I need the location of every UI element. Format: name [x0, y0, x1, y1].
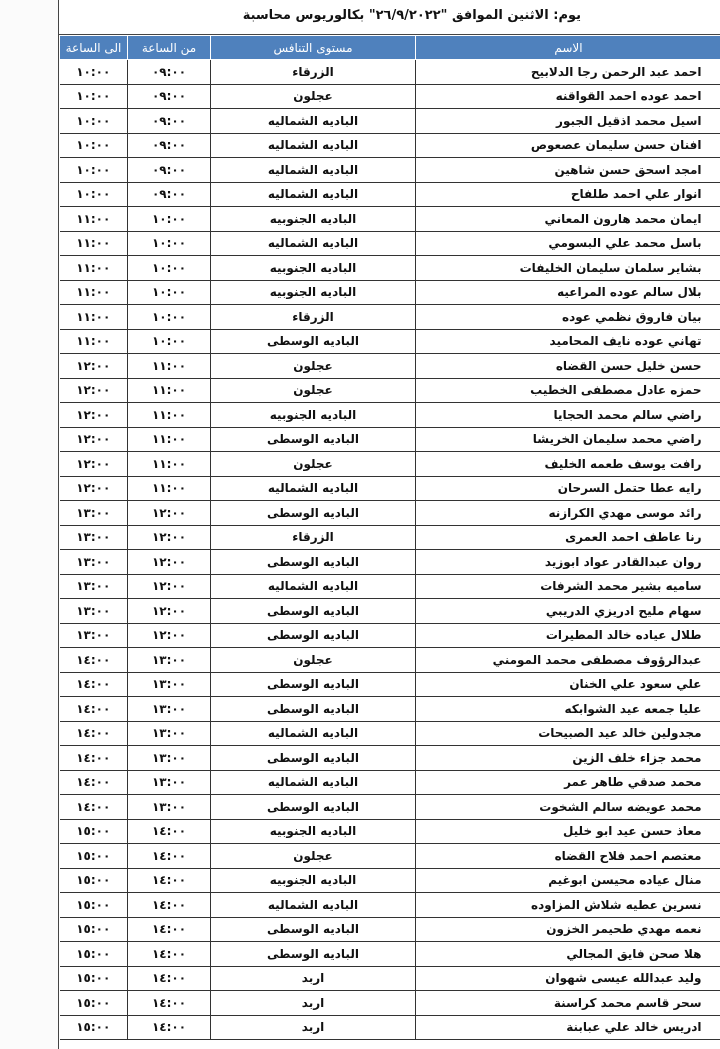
name-cell: تهاني عوده نايف المحاميد	[416, 329, 720, 354]
to-time-cell: ١٣:٠٠	[60, 550, 128, 575]
from-time-cell: ١٢:٠٠	[128, 574, 211, 599]
from-time-cell: ١٢:٠٠	[128, 501, 211, 526]
from-time-cell: ١٤:٠٠	[128, 942, 211, 967]
level-cell: عجلون	[211, 378, 416, 403]
to-time-cell: ١٣:٠٠	[60, 501, 128, 526]
level-cell: الباديه الوسطى	[211, 623, 416, 648]
level-cell: الزرقاء	[211, 60, 416, 85]
name-cell: احمد عبد الرحمن رجا الدلابيح	[416, 60, 720, 85]
from-time-cell: ١٤:٠٠	[128, 844, 211, 869]
table-row	[60, 452, 720, 477]
to-time-cell: ١٢:٠٠	[60, 452, 128, 477]
level-cell: الباديه الشماليه	[211, 182, 416, 207]
from-time-cell: ٠٩:٠٠	[128, 133, 211, 158]
to-time-cell: ١٤:٠٠	[60, 648, 128, 673]
level-cell: الباديه الجنوبيه	[211, 280, 416, 305]
from-time-cell: ٠٩:٠٠	[128, 158, 211, 183]
from-time-cell: ١٤:٠٠	[128, 966, 211, 991]
to-time-cell: ١١:٠٠	[60, 207, 128, 232]
table-row	[60, 476, 720, 501]
name-cell: عبدالرؤوف مصطفى محمد المومني	[416, 648, 720, 673]
to-time-cell: ١٢:٠٠	[60, 378, 128, 403]
to-time-cell: ١١:٠٠	[60, 329, 128, 354]
from-time-cell: ٠٩:٠٠	[128, 109, 211, 134]
table-row	[60, 623, 720, 648]
name-cell: حسن خليل حسن القضاه	[416, 354, 720, 379]
name-cell: منال عياده محيسن ابوغيم	[416, 868, 720, 893]
name-cell: روان عبدالقادر عواد ابوزيد	[416, 550, 720, 575]
from-time-cell: ١٣:٠٠	[128, 697, 211, 722]
level-cell: الباديه الشماليه	[211, 476, 416, 501]
to-time-cell: ١٥:٠٠	[60, 1015, 128, 1040]
to-time-cell: ١١:٠٠	[60, 305, 128, 330]
from-time-cell: ٠٩:٠٠	[128, 182, 211, 207]
from-time-cell: ١٣:٠٠	[128, 746, 211, 771]
to-time-cell: ١١:٠٠	[60, 231, 128, 256]
to-time-cell: ١٠:٠٠	[60, 84, 128, 109]
table-row	[60, 378, 720, 403]
level-cell: اربد	[211, 966, 416, 991]
name-cell: وليد عبدالله عيسى شهوان	[416, 966, 720, 991]
table-row	[60, 1015, 720, 1040]
name-cell: ادريس خالد علي عبابنة	[416, 1015, 720, 1040]
from-time-cell: ١٢:٠٠	[128, 623, 211, 648]
name-cell: معتصم احمد فلاح القضاه	[416, 844, 720, 869]
table-body	[60, 60, 720, 1040]
name-cell: رافت يوسف طعمه الخليف	[416, 452, 720, 477]
from-time-cell: ١٠:٠٠	[128, 329, 211, 354]
level-cell: الباديه الشماليه	[211, 574, 416, 599]
from-time-cell: ١٠:٠٠	[128, 305, 211, 330]
to-time-cell: ١٣:٠٠	[60, 623, 128, 648]
name-cell: رنا عاطف احمد العمرى	[416, 525, 720, 550]
from-time-cell: ١٤:٠٠	[128, 917, 211, 942]
to-time-cell: ١١:٠٠	[60, 280, 128, 305]
from-time-cell: ١٠:٠٠	[128, 256, 211, 281]
from-time-cell: ١٤:٠٠	[128, 868, 211, 893]
level-cell: الباديه الجنوبيه	[211, 207, 416, 232]
level-cell: الباديه الجنوبيه	[211, 403, 416, 428]
name-cell: باسل محمد علي البسومي	[416, 231, 720, 256]
from-time-cell: ١٣:٠٠	[128, 672, 211, 697]
name-cell: امجد اسحق حسن شاهين	[416, 158, 720, 183]
name-cell: مجدولين خالد عيد الصبيحات	[416, 721, 720, 746]
to-time-cell: ١٢:٠٠	[60, 427, 128, 452]
from-time-cell: ١٢:٠٠	[128, 550, 211, 575]
from-time-cell: ١١:٠٠	[128, 403, 211, 428]
table-row	[60, 207, 720, 232]
from-time-cell: ١١:٠٠	[128, 427, 211, 452]
to-time-cell: ١٤:٠٠	[60, 697, 128, 722]
name-cell: ايمان محمد هارون المعاني	[416, 207, 720, 232]
level-cell: الباديه الوسطى	[211, 329, 416, 354]
name-cell: سهام مليح ادريزي الدريبي	[416, 599, 720, 624]
level-cell: الباديه الوسطى	[211, 550, 416, 575]
table-row	[60, 60, 720, 85]
level-cell: اربد	[211, 991, 416, 1016]
name-cell: علي سعود علي الخنان	[416, 672, 720, 697]
table-row	[60, 648, 720, 673]
column-header-name: الاسم	[416, 36, 720, 60]
header-row	[60, 36, 720, 60]
to-time-cell: ١٢:٠٠	[60, 476, 128, 501]
table-row	[60, 354, 720, 379]
table-row	[60, 697, 720, 722]
from-time-cell: ١١:٠٠	[128, 354, 211, 379]
from-time-cell: ١٤:٠٠	[128, 893, 211, 918]
table-row	[60, 84, 720, 109]
to-time-cell: ١٤:٠٠	[60, 795, 128, 820]
table-row	[60, 550, 720, 575]
level-cell: الباديه الجنوبيه	[211, 868, 416, 893]
name-cell: راضي محمد سليمان الخريشا	[416, 427, 720, 452]
level-cell: الباديه الشماليه	[211, 109, 416, 134]
from-time-cell: ١٢:٠٠	[128, 599, 211, 624]
table-row	[60, 917, 720, 942]
from-time-cell: ١٠:٠٠	[128, 280, 211, 305]
level-cell: الباديه الشماليه	[211, 158, 416, 183]
level-cell: الباديه الشماليه	[211, 231, 416, 256]
table-row	[60, 893, 720, 918]
to-time-cell: ١٠:٠٠	[60, 182, 128, 207]
level-cell: الزرقاء	[211, 525, 416, 550]
column-header-to: الى الساعة	[60, 36, 128, 60]
table-row	[60, 403, 720, 428]
to-time-cell: ١١:٠٠	[60, 256, 128, 281]
to-time-cell: ١٠:٠٠	[60, 158, 128, 183]
table-row	[60, 819, 720, 844]
name-cell: حمزه عادل مصطفى الخطيب	[416, 378, 720, 403]
from-time-cell: ١٤:٠٠	[128, 1015, 211, 1040]
name-cell: هلا صحن فايق المجالي	[416, 942, 720, 967]
level-cell: الباديه الوسطى	[211, 427, 416, 452]
level-cell: الباديه الشماليه	[211, 133, 416, 158]
name-cell: محمد صدقي طاهر عمر	[416, 770, 720, 795]
level-cell: الباديه الوسطى	[211, 795, 416, 820]
name-cell: معاذ حسن عيد ابو خليل	[416, 819, 720, 844]
schedule-title: يوم: الاثنين الموافق "٢٦/٩/٢٠٢٢" بكالوريوس محاسبة	[242, 8, 581, 23]
from-time-cell: ١٢:٠٠	[128, 525, 211, 550]
table-row	[60, 672, 720, 697]
name-cell: نعمه مهدي طحيمر الخزون	[416, 917, 720, 942]
table-row	[60, 746, 720, 771]
from-time-cell: ١١:٠٠	[128, 476, 211, 501]
to-time-cell: ١٥:٠٠	[60, 893, 128, 918]
from-time-cell: ٠٩:٠٠	[128, 84, 211, 109]
to-time-cell: ١٣:٠٠	[60, 525, 128, 550]
table-row	[60, 231, 720, 256]
exam-schedule-sheet	[58, 0, 720, 1049]
level-cell: الباديه الوسطى	[211, 672, 416, 697]
table-row	[60, 133, 720, 158]
from-time-cell: ١٣:٠٠	[128, 795, 211, 820]
from-time-cell: ١٠:٠٠	[128, 207, 211, 232]
name-cell: طلال عياده خالد المطيرات	[416, 623, 720, 648]
to-time-cell: ١٥:٠٠	[60, 991, 128, 1016]
table-row	[60, 280, 720, 305]
table-row	[60, 942, 720, 967]
table-row	[60, 182, 720, 207]
schedule-table	[59, 35, 720, 1040]
name-cell: رائد موسى مهدي الكرازنه	[416, 501, 720, 526]
name-cell: محمد عويضه سالم الشخوت	[416, 795, 720, 820]
from-time-cell: ١٣:٠٠	[128, 648, 211, 673]
name-cell: اسيل محمد اذقيل الجبور	[416, 109, 720, 134]
to-time-cell: ١٢:٠٠	[60, 354, 128, 379]
from-time-cell: ١٠:٠٠	[128, 231, 211, 256]
to-time-cell: ١٠:٠٠	[60, 109, 128, 134]
table-row	[60, 599, 720, 624]
level-cell: الباديه الوسطى	[211, 599, 416, 624]
to-time-cell: ١٣:٠٠	[60, 574, 128, 599]
column-header-level: مستوى التنافس	[211, 36, 416, 60]
table-row	[60, 158, 720, 183]
from-time-cell: ٠٩:٠٠	[128, 60, 211, 85]
name-cell: عليا جمعه عيد الشوابكه	[416, 697, 720, 722]
level-cell: عجلون	[211, 84, 416, 109]
level-cell: الزرقاء	[211, 305, 416, 330]
from-time-cell: ١٤:٠٠	[128, 991, 211, 1016]
table-row	[60, 795, 720, 820]
level-cell: الباديه الوسطى	[211, 501, 416, 526]
table-row	[60, 329, 720, 354]
from-time-cell: ١١:٠٠	[128, 452, 211, 477]
table-row	[60, 868, 720, 893]
to-time-cell: ١٣:٠٠	[60, 599, 128, 624]
name-cell: بلال سالم عوده المراعيه	[416, 280, 720, 305]
column-header-from: من الساعة	[128, 36, 211, 60]
table-row	[60, 770, 720, 795]
table-row	[60, 574, 720, 599]
level-cell: الباديه الجنوبيه	[211, 819, 416, 844]
to-time-cell: ١٥:٠٠	[60, 844, 128, 869]
to-time-cell: ١٠:٠٠	[60, 133, 128, 158]
name-cell: افنان حسن سليمان عصعوص	[416, 133, 720, 158]
table-row	[60, 427, 720, 452]
name-cell: انوار علي احمد طلفاح	[416, 182, 720, 207]
name-cell: رايه عطا حتمل السرحان	[416, 476, 720, 501]
name-cell: بيان فاروق نظمي عوده	[416, 305, 720, 330]
to-time-cell: ١٥:٠٠	[60, 942, 128, 967]
level-cell: عجلون	[211, 354, 416, 379]
level-cell: عجلون	[211, 844, 416, 869]
table-row	[60, 109, 720, 134]
name-cell: سحر قاسم محمد كراسنة	[416, 991, 720, 1016]
from-time-cell: ١١:٠٠	[128, 378, 211, 403]
to-time-cell: ١٥:٠٠	[60, 868, 128, 893]
level-cell: الباديه الجنوبيه	[211, 256, 416, 281]
name-cell: احمد عوده احمد القواقنه	[416, 84, 720, 109]
from-time-cell: ١٣:٠٠	[128, 721, 211, 746]
level-cell: الباديه الشماليه	[211, 893, 416, 918]
level-cell: عجلون	[211, 452, 416, 477]
level-cell: الباديه الشماليه	[211, 721, 416, 746]
table-row	[60, 844, 720, 869]
from-time-cell: ١٤:٠٠	[128, 819, 211, 844]
table-row	[60, 501, 720, 526]
name-cell: ساميه بشير محمد الشرفات	[416, 574, 720, 599]
table-row	[60, 721, 720, 746]
to-time-cell: ١٤:٠٠	[60, 746, 128, 771]
level-cell: اربد	[211, 1015, 416, 1040]
to-time-cell: ١٤:٠٠	[60, 721, 128, 746]
to-time-cell: ١٥:٠٠	[60, 966, 128, 991]
to-time-cell: ١٠:٠٠	[60, 60, 128, 85]
to-time-cell: ١٥:٠٠	[60, 917, 128, 942]
name-cell: بشاير سلمان سليمان الخليفات	[416, 256, 720, 281]
to-time-cell: ١٤:٠٠	[60, 672, 128, 697]
from-time-cell: ١٣:٠٠	[128, 770, 211, 795]
to-time-cell: ١٥:٠٠	[60, 819, 128, 844]
title-row	[59, 0, 720, 35]
name-cell: نسرين عطيه شلاش المزاوده	[416, 893, 720, 918]
level-cell: الباديه الوسطى	[211, 917, 416, 942]
table-row	[60, 256, 720, 281]
table-row	[60, 991, 720, 1016]
level-cell: الباديه الوسطى	[211, 697, 416, 722]
table-row	[60, 966, 720, 991]
level-cell: الباديه الوسطى	[211, 942, 416, 967]
name-cell: محمد جزاء خلف الزين	[416, 746, 720, 771]
name-cell: راضي سالم محمد الحجايا	[416, 403, 720, 428]
level-cell: الباديه الوسطى	[211, 746, 416, 771]
table-row	[60, 305, 720, 330]
table-row	[60, 525, 720, 550]
to-time-cell: ١٢:٠٠	[60, 403, 128, 428]
to-time-cell: ١٤:٠٠	[60, 770, 128, 795]
level-cell: الباديه الشماليه	[211, 770, 416, 795]
level-cell: عجلون	[211, 648, 416, 673]
